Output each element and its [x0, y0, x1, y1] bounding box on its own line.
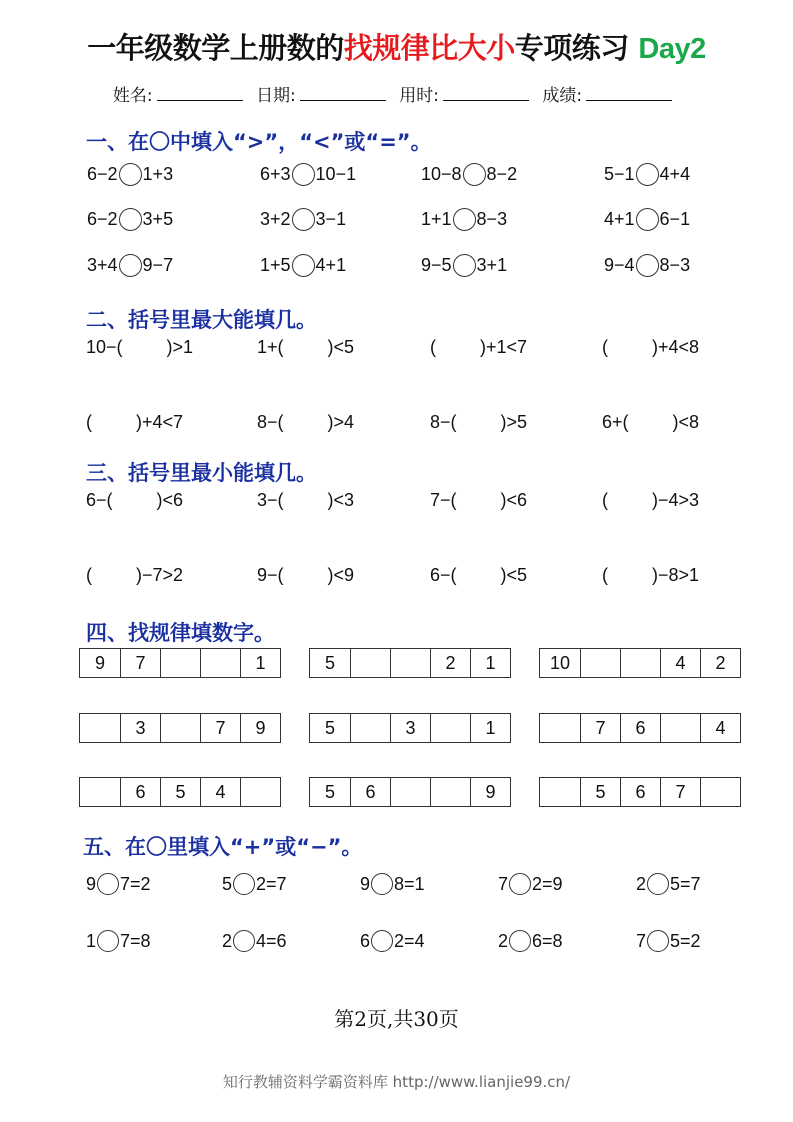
left-expression: 9−4: [604, 255, 635, 275]
number-cell: 3: [390, 714, 430, 742]
empty-cell[interactable]: [430, 714, 470, 742]
date-label: 日期:: [256, 86, 296, 106]
equation-rest: 5=2: [670, 930, 701, 951]
first-number: 6: [360, 930, 371, 951]
number-cell: 5: [324, 652, 335, 673]
section2-heading: 二、括号里最大能填几。: [86, 308, 317, 332]
empty-cell[interactable]: [390, 649, 430, 677]
paren-problem: [602, 337, 699, 358]
expression-end: )>1: [166, 337, 194, 357]
number-cell: 9: [470, 778, 510, 806]
expression-end: )>5: [500, 412, 528, 432]
operator-problem: [86, 930, 151, 952]
number-strip: [309, 777, 511, 807]
answer-circle[interactable]: [119, 163, 142, 186]
operator-problem: [360, 930, 425, 952]
expression-start: (: [602, 490, 608, 510]
compare-problem: [421, 254, 507, 277]
equation-rest: 6=8: [532, 930, 563, 951]
right-expression: 4+1: [315, 255, 347, 275]
operator-problem: [222, 930, 287, 952]
right-expression: 1+3: [142, 164, 174, 184]
empty-cell[interactable]: [540, 778, 580, 806]
answer-circle[interactable]: [636, 208, 659, 231]
answer-circle[interactable]: [119, 254, 142, 277]
empty-cell[interactable]: [700, 778, 740, 806]
empty-cell[interactable]: [80, 714, 120, 742]
operator-circle[interactable]: [371, 873, 393, 895]
section1-heading: 一、在〇中填入“>”，“<”或“=”。: [86, 130, 432, 154]
number-cell: 5: [324, 781, 335, 802]
expression-start: 8−(: [257, 412, 284, 432]
paren-problem: [602, 490, 699, 511]
expression-end: )+4<7: [136, 412, 184, 432]
expression-start: 6−(: [86, 490, 113, 510]
number-cell: 10: [549, 652, 571, 673]
expression-end: )<6: [156, 490, 184, 510]
equation-rest: 7=2: [120, 873, 151, 894]
date-blank[interactable]: [300, 86, 386, 101]
number-strip: [539, 648, 741, 678]
paren-problem: [257, 565, 354, 586]
left-expression: 5−1: [604, 164, 635, 184]
paren-problem: [257, 490, 354, 511]
right-expression: 8−2: [486, 164, 518, 184]
operator-circle[interactable]: [509, 930, 531, 952]
empty-cell[interactable]: [540, 714, 580, 742]
empty-cell[interactable]: [160, 649, 200, 677]
empty-cell[interactable]: [660, 714, 700, 742]
compare-problem: [604, 208, 690, 231]
title-part3: 专项练习: [514, 31, 639, 65]
number-strip: [79, 777, 281, 807]
compare-problem: [87, 163, 173, 186]
paren-problem: [86, 337, 193, 358]
number-strip: [79, 648, 281, 678]
empty-cell[interactable]: [160, 714, 200, 742]
number-cell: 1: [470, 649, 510, 677]
operator-problem: [86, 873, 151, 895]
name-blank[interactable]: [157, 86, 243, 101]
right-expression: 4+4: [659, 164, 691, 184]
number-cell: 7: [580, 714, 620, 742]
expression-start: 9−(: [257, 565, 284, 585]
expression-end: )−7>2: [136, 565, 184, 585]
compare-problem: [260, 163, 356, 186]
right-expression: 8−3: [476, 209, 508, 229]
answer-circle[interactable]: [292, 208, 315, 231]
number-cell: 4: [200, 778, 240, 806]
right-expression: 9−7: [142, 255, 174, 275]
empty-cell[interactable]: [620, 649, 660, 677]
compare-problem: [87, 254, 173, 277]
number-strip: [79, 713, 281, 743]
operator-problem: [222, 873, 287, 895]
compare-problem: [604, 163, 690, 186]
equation-rest: 7=8: [120, 930, 151, 951]
answer-circle[interactable]: [453, 208, 476, 231]
operator-circle[interactable]: [509, 873, 531, 895]
compare-problem: [604, 254, 690, 277]
answer-circle[interactable]: [292, 163, 315, 186]
left-expression: 3+4: [87, 255, 118, 275]
first-number: 2: [222, 930, 233, 951]
compare-problem: [260, 208, 346, 231]
operator-problem: [498, 873, 563, 895]
time-blank[interactable]: [443, 86, 529, 101]
operator-problem: [360, 873, 425, 895]
section4-heading: 四、找规律填数字。: [86, 621, 275, 645]
paren-problem: [430, 412, 527, 433]
number-cell: 6: [620, 778, 660, 806]
number-cell: 7: [660, 778, 700, 806]
first-number: 1: [86, 930, 97, 951]
number-cell: 4: [660, 649, 700, 677]
number-cell: 3: [120, 714, 160, 742]
number-cell: 5: [160, 778, 200, 806]
operator-circle[interactable]: [233, 873, 255, 895]
paren-problem: [257, 412, 354, 433]
expression-end: )−4>3: [652, 490, 700, 510]
left-expression: 6−2: [87, 209, 118, 229]
expression-end: )<9: [327, 565, 355, 585]
expression-start: 7−(: [430, 490, 457, 510]
number-cell: 6: [120, 778, 160, 806]
answer-circle[interactable]: [463, 163, 486, 186]
expression-end: )<5: [327, 337, 355, 357]
expression-start: 10−(: [86, 337, 123, 357]
number-cell: 9: [240, 714, 280, 742]
left-expression: 6−2: [87, 164, 118, 184]
expression-end: )>4: [327, 412, 355, 432]
paren-problem: [430, 490, 527, 511]
number-cell: 7: [200, 714, 240, 742]
paren-problem: [86, 412, 183, 433]
empty-cell[interactable]: [240, 778, 280, 806]
first-number: 7: [498, 873, 509, 894]
operator-circle[interactable]: [647, 873, 669, 895]
first-number: 5: [222, 873, 233, 894]
operator-circle[interactable]: [97, 873, 119, 895]
first-number: 7: [636, 930, 647, 951]
number-strip: [539, 713, 741, 743]
compare-problem: [421, 208, 507, 231]
paren-problem: [430, 565, 527, 586]
equation-rest: 2=7: [256, 873, 287, 894]
empty-cell[interactable]: [350, 649, 390, 677]
operator-circle[interactable]: [647, 930, 669, 952]
number-cell: 2: [700, 649, 740, 677]
empty-cell[interactable]: [200, 649, 240, 677]
first-number: 9: [360, 873, 371, 894]
section3-heading: 三、括号里最小能填几。: [86, 461, 317, 485]
equation-rest: 5=7: [670, 873, 701, 894]
answer-circle[interactable]: [292, 254, 315, 277]
expression-end: )<5: [500, 565, 528, 585]
paren-problem: [602, 412, 699, 433]
expression-start: (: [602, 337, 608, 357]
number-cell: 1: [470, 714, 510, 742]
number-cell: 5: [324, 717, 335, 738]
score-blank[interactable]: [586, 86, 672, 101]
number-cell: 6: [620, 714, 660, 742]
paren-problem: [86, 565, 183, 586]
title-day: Day2: [638, 33, 706, 65]
left-expression: 9−5: [421, 255, 452, 275]
expression-end: )−8>1: [652, 565, 700, 585]
number-strip: [309, 713, 511, 743]
number-cell: 4: [700, 714, 740, 742]
right-expression: 3−1: [315, 209, 347, 229]
answer-circle[interactable]: [636, 254, 659, 277]
operator-problem: [636, 873, 701, 895]
name-label: 姓名:: [112, 86, 153, 106]
number-strip: [539, 777, 741, 807]
section5-heading: 五、在〇里填入“+”或“−”。: [83, 835, 363, 859]
expression-start: (: [86, 412, 92, 432]
expression-start: 3−(: [257, 490, 284, 510]
page-title: [0, 26, 793, 67]
first-number: 2: [636, 873, 647, 894]
number-cell: 1: [240, 649, 280, 677]
left-expression: 6+3: [260, 164, 291, 184]
equation-rest: 2=4: [394, 930, 425, 951]
expression-end: )<3: [327, 490, 355, 510]
number-strip: [309, 648, 511, 678]
expression-start: (: [86, 565, 92, 585]
empty-cell[interactable]: [580, 649, 620, 677]
empty-cell[interactable]: [350, 714, 390, 742]
expression-start: 1+(: [257, 337, 284, 357]
student-info-line: [0, 81, 793, 106]
title-highlight: 找规律比大小: [343, 31, 515, 65]
score-label: 成绩:: [542, 86, 583, 106]
first-number: 9: [86, 873, 97, 894]
paren-problem: [257, 337, 354, 358]
left-expression: 3+2: [260, 209, 291, 229]
left-expression: 1+1: [421, 209, 452, 229]
number-cell: 7: [120, 649, 160, 677]
paren-problem: [430, 337, 527, 358]
expression-start: 6+(: [602, 412, 629, 432]
compare-problem: [87, 208, 173, 231]
watermark: 知行教辅资料学霸资料库 http://www.lianjie99.cn/: [222, 1073, 571, 1091]
expression-start: (: [430, 337, 436, 357]
expression-end: )<8: [672, 412, 700, 432]
answer-circle[interactable]: [119, 208, 142, 231]
right-expression: 6−1: [659, 209, 691, 229]
number-cell: 6: [350, 778, 390, 806]
expression-start: 6−(: [430, 565, 457, 585]
right-expression: 3+1: [476, 255, 508, 275]
title-part1: 一年级数学上册数的: [87, 31, 344, 65]
number-cell: 2: [430, 649, 470, 677]
expression-start: (: [602, 565, 608, 585]
equation-rest: 4=6: [256, 930, 287, 951]
operator-problem: [498, 930, 563, 952]
left-expression: 4+1: [604, 209, 635, 229]
expression-end: )+1<7: [480, 337, 528, 357]
equation-rest: 8=1: [394, 873, 425, 894]
empty-cell[interactable]: [430, 778, 470, 806]
operator-problem: [636, 930, 701, 952]
page-number: 第2页,共30页: [334, 1007, 459, 1031]
operator-circle[interactable]: [371, 930, 393, 952]
expression-end: )<6: [500, 490, 528, 510]
answer-circle[interactable]: [453, 254, 476, 277]
time-label: 用时:: [399, 86, 439, 106]
expression-start: 8−(: [430, 412, 457, 432]
answer-circle[interactable]: [636, 163, 659, 186]
compare-problem: [421, 163, 517, 186]
empty-cell[interactable]: [390, 778, 430, 806]
operator-circle[interactable]: [97, 930, 119, 952]
equation-rest: 2=9: [532, 873, 563, 894]
empty-cell[interactable]: [80, 778, 120, 806]
first-number: 2: [498, 930, 509, 951]
left-expression: 10−8: [421, 164, 462, 184]
right-expression: 8−3: [659, 255, 691, 275]
operator-circle[interactable]: [233, 930, 255, 952]
paren-problem: [86, 490, 183, 511]
left-expression: 1+5: [260, 255, 291, 275]
compare-problem: [260, 254, 346, 277]
right-expression: 3+5: [142, 209, 174, 229]
number-cell: 5: [580, 778, 620, 806]
expression-end: )+4<8: [652, 337, 700, 357]
right-expression: 10−1: [315, 164, 357, 184]
number-cell: 9: [94, 652, 105, 673]
paren-problem: [602, 565, 699, 586]
